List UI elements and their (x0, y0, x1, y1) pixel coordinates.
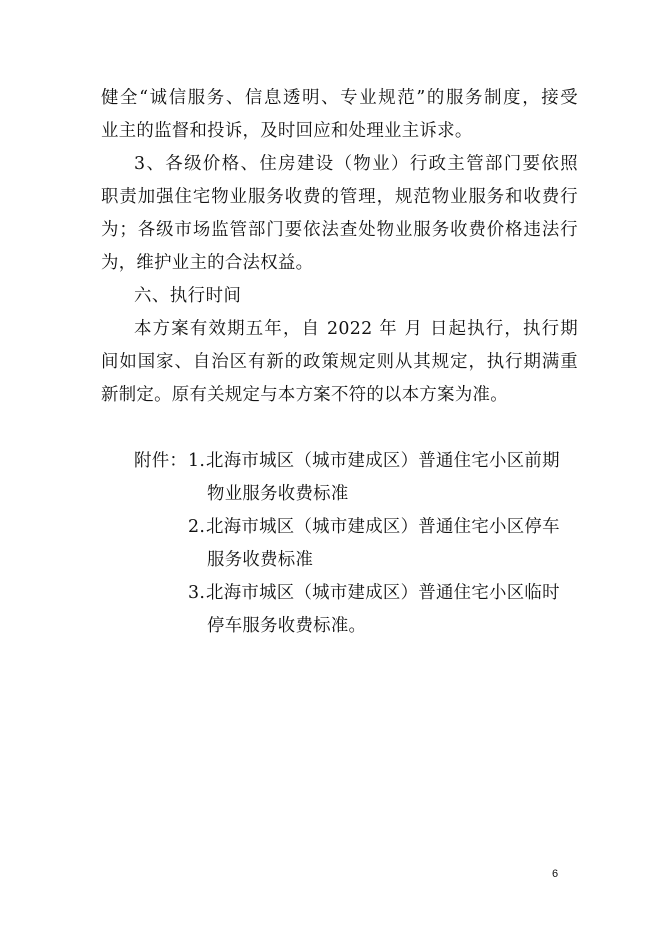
attachment-1-line-1: 北海市城区（城市建成区）普通住宅小区前期 (206, 451, 560, 471)
attachment-2-line-2: 服务收费标准 (207, 550, 314, 570)
paragraph-3-line-4: 为，维护业主的合法权益。 (101, 253, 314, 273)
paragraph-2-line-1: 健全“诚信服务、信息透明、专业规范”的服务制度，接受 (101, 88, 578, 108)
paragraph-3-line-3: 为；各级市场监管部门要依法查处物业服务收费价格违法行 (101, 220, 578, 240)
paragraph-2-line-2: 业主的监督和投诉，及时回应和处理业主诉求。 (101, 121, 473, 141)
attachment-2-line-1: 北海市城区（城市建成区）普通住宅小区停车 (206, 517, 560, 537)
attachment-3-line-1: 北海市城区（城市建成区）普通住宅小区临时 (206, 583, 560, 603)
section-6-line-3: 新制定。原有关规定与本方案不符的以本方案为准。 (101, 385, 508, 405)
attachment-1-line-2: 物业服务收费标准 (207, 484, 349, 504)
attachment-2-number: 2. (188, 517, 206, 537)
section-6-line-1: 本方案有效期五年，自 2022 年 月 日起执行，执行期 (134, 319, 578, 339)
section-6-heading: 六、执行时间 (134, 286, 242, 306)
attachments-label: 附件： (134, 451, 188, 471)
attachment-3-line-2: 停车服务收费标准。 (207, 616, 367, 636)
paragraph-3-line-2: 职责加强住宅物业服务收费的管理，规范物业服务和收费行 (101, 187, 578, 207)
paragraph-3-line-1: 3、各级价格、住房建设（物业）行政主管部门要依照 (134, 154, 578, 174)
attachment-1-number: 1. (188, 451, 206, 471)
section-6-line-2: 间如国家、自治区有新的政策规定则从其规定，执行期满重 (101, 352, 578, 372)
page-number: 6 (552, 868, 559, 880)
attachment-3-number: 3. (188, 583, 206, 603)
